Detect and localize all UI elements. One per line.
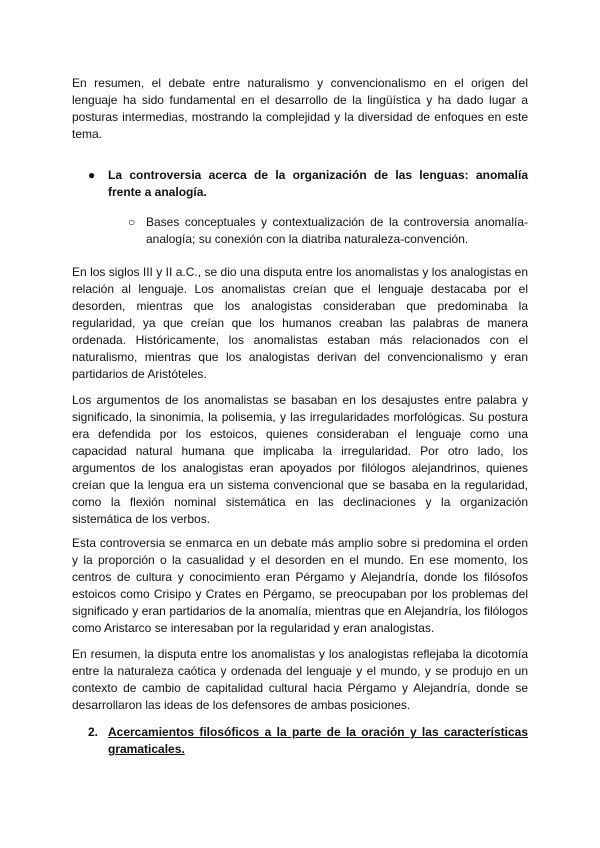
paragraph-summary-naturalism: En resumen, el debate entre naturalismo y convencionalismo en el origen del lenguaje ha sido fundamental en el desarrollo de la lingüística y ha dado lugar a posturas intermedias, mostrando la complejidad y la diversidad de enfoques en este tema. bbox=[72, 76, 528, 141]
paragraph-summary-dispute: En resumen, la disputa entre los anomalistas y los analogistas reflejaba la dicotomía entre la naturaleza caótica y ordenada del lenguaje y el mundo, y se produjo en un contexto de cambio de capitalidad cultural hacia Pérgamo y Alejandría, donde se desarrollaron las ideas de los defensores de ambas posiciones. bbox=[72, 647, 528, 712]
section-heading-text: Acercamientos filosóficos a la parte de la oración y las características gramaticales. bbox=[108, 725, 528, 756]
paragraph-anomalists-analogists: En los siglos III y II a.C., se dio una disputa entre los anomalistas y los analogistas en relación al lenguaje. Los anomalistas creían que el lenguaje destacaba por el desorden, mientras que los analogistas consideraban que predominaba la regularidad, ya que creían que los humanos creaban las palabras de manera ordenada. Históricamente, los anomalistas estaban más relacionados con el naturalismo, mientras que los analogistas derivan del convencionalismo y eran partidarios de Aristóteles. bbox=[72, 265, 528, 381]
section-heading-2 bbox=[88, 724, 528, 758]
subbullet-text: Bases conceptuales y contextualización de la controversia anomalía-analogía; su conexión con la diatriba naturaleza-convención. bbox=[146, 215, 528, 246]
subbullet-marker: ○ bbox=[128, 215, 136, 229]
bullet-item-controversy bbox=[88, 167, 528, 201]
section-number: 2. bbox=[88, 725, 99, 739]
paragraph-arguments: Los argumentos de los anomalistas se basaban en los desajustes entre palabra y significado, la sinonimia, la polisemia, y las irregularidades morfológicas. Su postura era defendida por los estoicos, quienes consideraban el lenguaje como una capacidad natural humana que implicaba la irregularidad. Por otro lado, los argumentos de los analogistas eran apoyados por filólogos alejandrinos, quienes creían que la lengua era un sistema convencional que se basaba en la regularidad, como la flexión nominal sistemática en las declinaciones y la organización sistemática de los verbos. bbox=[72, 393, 528, 526]
subbullet-item-bases bbox=[128, 214, 528, 248]
bullet-marker: ● bbox=[88, 168, 96, 182]
bullet-text: La controversia acerca de la organización de las lenguas: anomalía frente a analogía. bbox=[108, 168, 528, 199]
paragraph-broader-debate: Esta controversia se enmarca en un debate más amplio sobre si predomina el orden y la proporción o la casualidad y el desorden en el mundo. En ese momento, los centros de cultura y conocimiento eran Pérgamo y Alejandría, donde los filósofos estoicos como Crisipo y Crates en Pérgamo, se preocupaban por los problemas del significado y eran partidarios de la anomalía, mientras que en Alejandría, los filólogos como Aristarco se interesaban por la regularidad y eran analogistas. bbox=[72, 536, 528, 635]
